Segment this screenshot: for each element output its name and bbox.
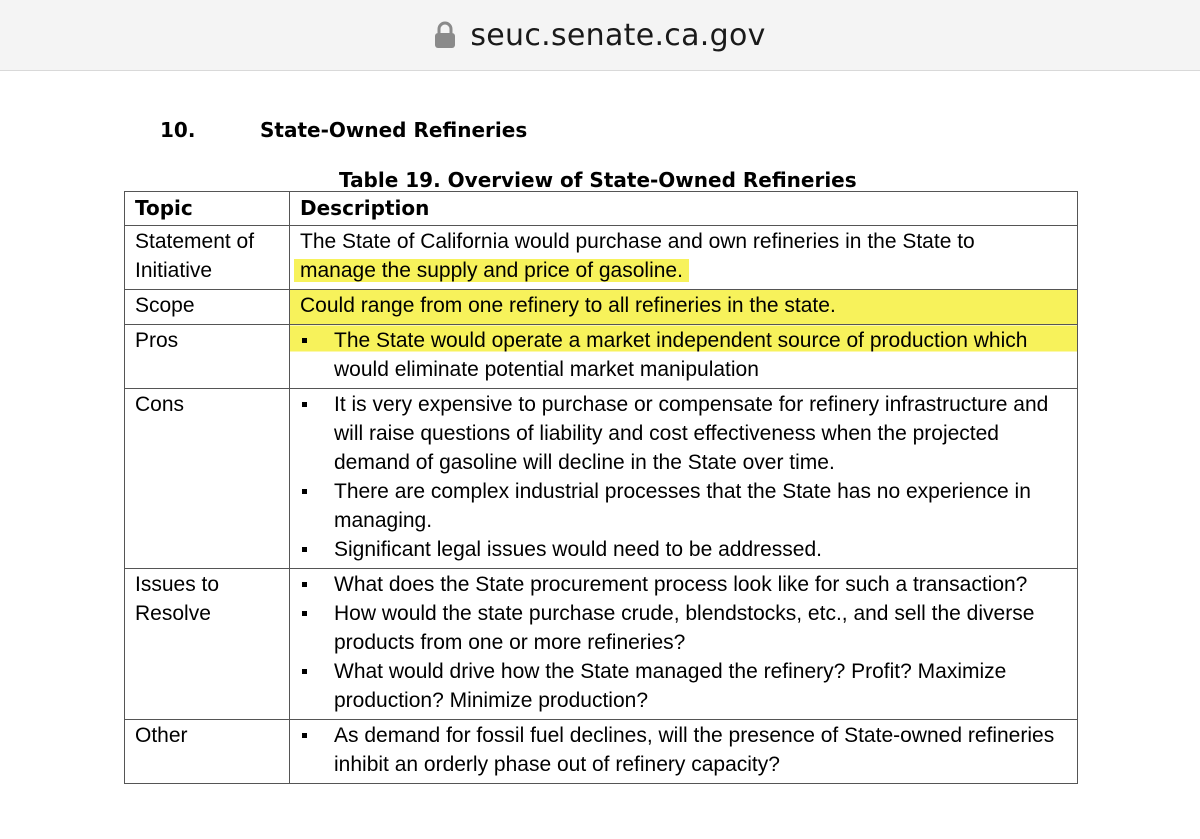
table-row-issues [125,569,1078,720]
document-page [0,71,1200,839]
bullet-item: The State would operate a market independent source of production which would eliminate potential market manipulation [300,326,1071,384]
bullet-icon [302,733,307,738]
description-cell [290,325,1078,389]
topic-cell [125,226,290,290]
bullet-icon [302,669,307,674]
description-cell [290,290,1078,325]
table-row-other [125,720,1078,784]
table-row-cons [125,389,1078,569]
topic-line: Statement of [135,230,255,253]
highlighted-text: Could range from one refinery to all refineries in the state. [300,294,836,317]
topic-cell: Other [125,720,290,784]
bullet-icon [302,547,307,552]
table-row-scope [125,290,1078,325]
bullet-icon [302,402,307,407]
topic-cell [125,569,290,720]
bullet-item: What would drive how the State managed the refinery? Profit? Maximize production? Minimize production? [300,657,1071,715]
table-header-row [125,192,1078,226]
lock-icon [434,21,456,49]
bullet-item: There are complex industrial processes that the State has no experience in managing. [300,477,1071,535]
bullet-icon [302,338,307,343]
bullet-item: It is very expensive to purchase or compensate for refinery infrastructure and will raise questions of liability and cost effectiveness when the projected demand of gasoline will decline in the State over time. [300,390,1071,477]
header-description: Description [290,192,1078,226]
bullet-icon [302,582,307,587]
topic-line: Resolve [135,602,211,625]
description-line: The State of California would purchase and own refineries in the State to [300,230,975,253]
bullet-list [300,390,1071,564]
bullet-item: Significant legal issues would need to be addressed. [300,535,1071,564]
bullet-icon [302,489,307,494]
section-number: 10. [160,118,196,142]
topic-cell: Cons [125,389,290,569]
table-row-pros [125,325,1078,389]
description-cell [290,569,1078,720]
bullet-item: How would the state purchase crude, blendstocks, etc., and sell the diverse products from one or more refineries? [300,599,1071,657]
bullet-item: What does the State procurement process look like for such a transaction? [300,570,1071,599]
table-row-statement [125,226,1078,290]
description-cell [290,720,1078,784]
url-text: seuc.senate.ca.gov [470,17,766,53]
header-topic: Topic [125,192,290,226]
section-title: State-Owned Refineries [260,118,528,142]
table-caption: Table 19. Overview of State-Owned Refineries [339,168,857,192]
topic-cell: Pros [125,325,290,389]
bullet-list [300,721,1071,779]
topic-line: Issues to [135,573,220,596]
bullet-icon [302,611,307,616]
browser-url-bar[interactable] [0,0,1200,71]
bullet-list [300,326,1071,384]
description-cell [290,389,1078,569]
bullet-list [300,570,1071,715]
topic-line: Initiative [135,259,213,282]
description-cell [290,226,1078,290]
topic-cell: Scope [125,290,290,325]
overview-table [124,191,1078,784]
highlighted-text: manage the supply and price of gasoline. [300,259,683,282]
bullet-item: As demand for fossil fuel declines, will the presence of State-owned refineries inhibit an orderly phase out of refinery capacity? [300,721,1071,779]
